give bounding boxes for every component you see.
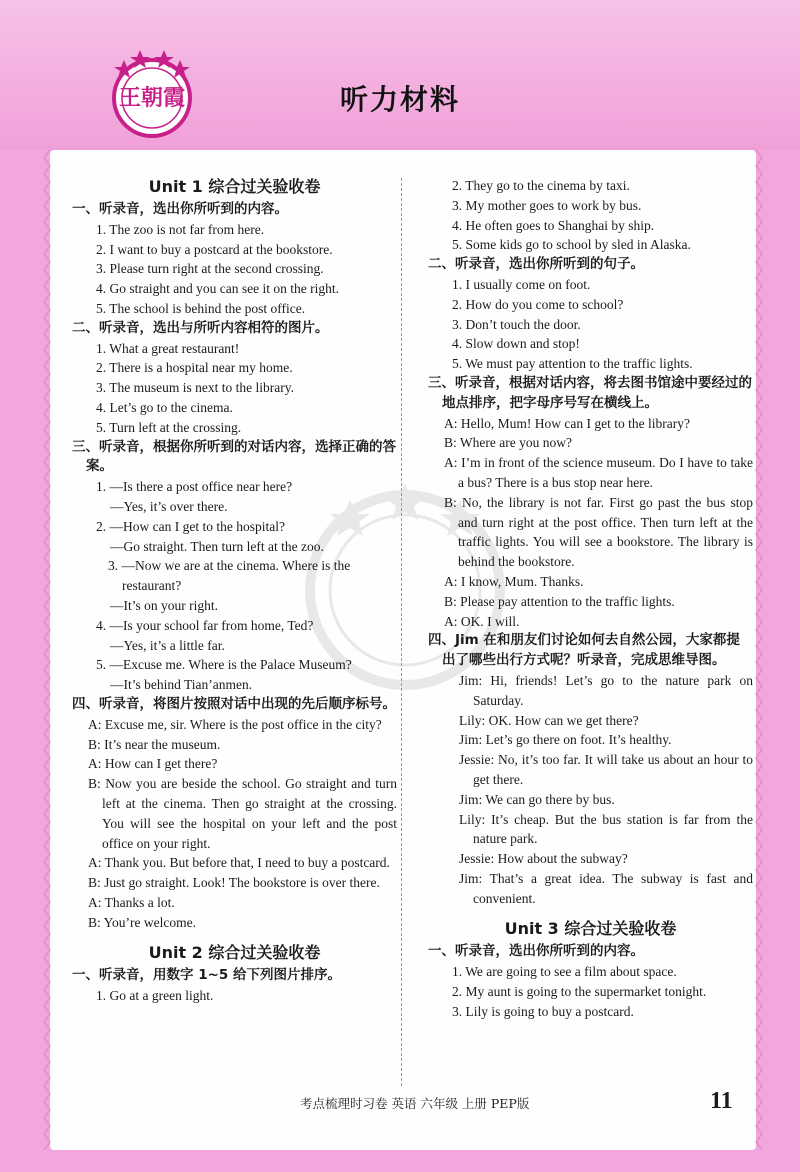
dialog-line: Jessie: No, it’s too far. It will take us about an hour to get there.: [459, 752, 753, 787]
unit2-q1-instruction: 一、听录音，用数字 1~5 给下列图片排序。: [72, 967, 341, 984]
list-item: —Yes, it’s over there.: [110, 498, 228, 514]
left-column: [72, 176, 397, 1006]
list-item: 3. My mother goes to work by bus.: [452, 197, 642, 213]
unit1-heading: Unit 1 综合过关验收卷: [148, 177, 321, 196]
list-item: —Go straight. Then turn left at the zoo.: [110, 538, 324, 554]
dialog-line: Jessie: How about the subway?: [459, 851, 628, 867]
dialog-line: Jim: We can go there by bus.: [459, 791, 615, 807]
page-title: 听力材料: [339, 83, 460, 116]
list-item: 1. I usually come on foot.: [452, 276, 591, 292]
dialog-line: Lily: OK. How can we get there?: [459, 712, 639, 728]
unit2-q2-instruction: 二、听录音，选出你所听到的句子。: [428, 256, 644, 273]
list-item: 4. Slow down and stop!: [452, 336, 580, 352]
list-item: 1. We are going to see a film about space.: [452, 964, 677, 980]
dialog-line: B: Where are you now?: [444, 435, 572, 451]
list-item: 2. How do you come to school?: [452, 296, 624, 312]
list-item: 5. The school is behind the post office.: [96, 300, 306, 316]
unit2-q3-instruction: 三、听录音，根据对话内容，将去图书馆途中要经过的地点排序，把字母序号写在横线上。: [428, 374, 752, 411]
list-item: 1. Go at a green light.: [96, 988, 214, 1004]
dialog-line: B: Just go straight. Look! The bookstore is over there.: [88, 875, 380, 891]
column-divider: [401, 178, 402, 1086]
dialog-line: A: I know, Mum. Thanks.: [444, 573, 584, 589]
list-item: 3. Please turn right at the second crossing.: [96, 261, 324, 277]
list-item: 1. What a great restaurant!: [96, 340, 240, 356]
list-item: 5. Turn left at the crossing.: [96, 419, 242, 435]
list-item: —It’s on your right.: [110, 597, 218, 613]
dialog-line: A: How can I get there?: [88, 756, 218, 772]
dialog-line: A: OK. I will.: [444, 613, 520, 629]
list-item: 1. —Is there a post office near here?: [96, 479, 293, 495]
dialog-line: Jim: That’s a great idea. The subway is fast and convenient.: [459, 870, 753, 906]
unit1-q4-instruction: 四、听录音，将图片按照对话中出现的先后顺序标号。: [72, 695, 396, 712]
dialog-line: A: I’m in front of the science museum. Do I have to take a bus? There is a bus stop near here.: [444, 455, 753, 490]
dialog-line: Lily: It’s cheap. But the bus station is far from the nature park.: [459, 811, 753, 847]
list-item: 2. I want to buy a postcard at the bookstore.: [96, 241, 333, 257]
list-item: 4. Let’s go to the cinema.: [96, 399, 233, 415]
list-item: 5. We must pay attention to the traffic lights.: [452, 356, 693, 372]
unit2-q4-instruction: 四、Jim 在和朋友们讨论如何去自然公园，大家都提出了哪些出行方式呢？听录音，完成思维导图。: [428, 632, 740, 669]
list-item: 4. —Is your school far from home, Ted?: [96, 617, 314, 633]
list-item: 4. Go straight and you can see it on the right.: [96, 281, 339, 297]
list-item: 1. The zoo is not far from here.: [96, 221, 265, 237]
page-number: 11: [710, 1088, 733, 1114]
unit2-heading: Unit 2 综合过关验收卷: [148, 943, 321, 963]
list-item: 2. My aunt is going to the supermarket tonight.: [452, 984, 707, 1000]
list-item: 2. —How can I get to the hospital?: [96, 518, 285, 534]
dialog-line: B: No, the library is not far. First go past the bus stop and turn right at the post office. Then turn left at the traffic lights. You will see a bookstore. The library is behind the bookstore.: [444, 494, 753, 570]
logo-text: 王朝霞: [118, 85, 186, 111]
list-item: —It’s behind Tian’anmen.: [110, 677, 253, 693]
list-item: 3. Don’t touch the door.: [452, 316, 581, 332]
unit1-q3-instruction: 三、听录音，根据你所听到的对话内容，选择正确的答案。: [72, 438, 396, 475]
unit1-q2-instruction: 二、听录音，选出与所听内容相符的图片。: [72, 319, 329, 336]
list-item: 5. —Excuse me. Where is the Palace Museum?: [96, 657, 352, 673]
dialog-line: A: Hello, Mum! How can I get to the library?: [444, 415, 690, 431]
dialog-line: B: Please pay attention to the traffic lights.: [444, 593, 675, 609]
dialog-line: B: You’re welcome.: [88, 914, 196, 930]
list-item: 3. The museum is next to the library.: [96, 380, 294, 396]
dialog-line: B: Now you are beside the school. Go straight and turn left at the cinema. Then go straight at the crossing. You will see the hospital on your left and the post office on your right.: [88, 776, 397, 851]
list-item: 4. He often goes to Shanghai by ship.: [452, 217, 655, 233]
dialog-line: Jim: Let’s go there on foot. It’s healthy.: [459, 732, 672, 748]
footer-book-info: 考点梳理时习卷 英语 六年级 上册 PEP版: [300, 1096, 530, 1111]
unit3-q1-instruction: 一、听录音，选出你所听到的内容。: [428, 943, 644, 960]
list-item: 2. There is a hospital near my home.: [96, 360, 293, 376]
dialog-line: Jim: Hi, friends! Let’s go to the nature park on Saturday.: [459, 672, 753, 708]
dialog-line: B: It’s near the museum.: [88, 736, 221, 752]
unit3-heading: Unit 3 综合过关验收卷: [504, 919, 677, 939]
dialog-line: A: Excuse me, sir. Where is the post office in the city?: [88, 716, 382, 732]
unit1-q1-instruction: 一、听录音，选出你所听到的内容。: [72, 201, 288, 217]
dialog-line: A: Thanks a lot.: [88, 894, 175, 910]
right-zigzag-edge: [752, 150, 766, 1150]
list-item: 3. Lily is going to buy a postcard.: [452, 1003, 634, 1019]
right-column: [428, 176, 753, 1022]
list-item: 3. —Now we are at the cinema. Where is the restaurant?: [108, 558, 351, 594]
list-item: 5. Some kids go to school by sled in Alaska.: [452, 237, 691, 253]
list-item: 2. They go to the cinema by taxi.: [452, 178, 630, 193]
dialog-line: A: Thank you. But before that, I need to buy a postcard.: [88, 855, 390, 871]
list-item: —Yes, it’s a little far.: [110, 637, 225, 653]
left-zigzag-edge: [40, 150, 54, 1150]
